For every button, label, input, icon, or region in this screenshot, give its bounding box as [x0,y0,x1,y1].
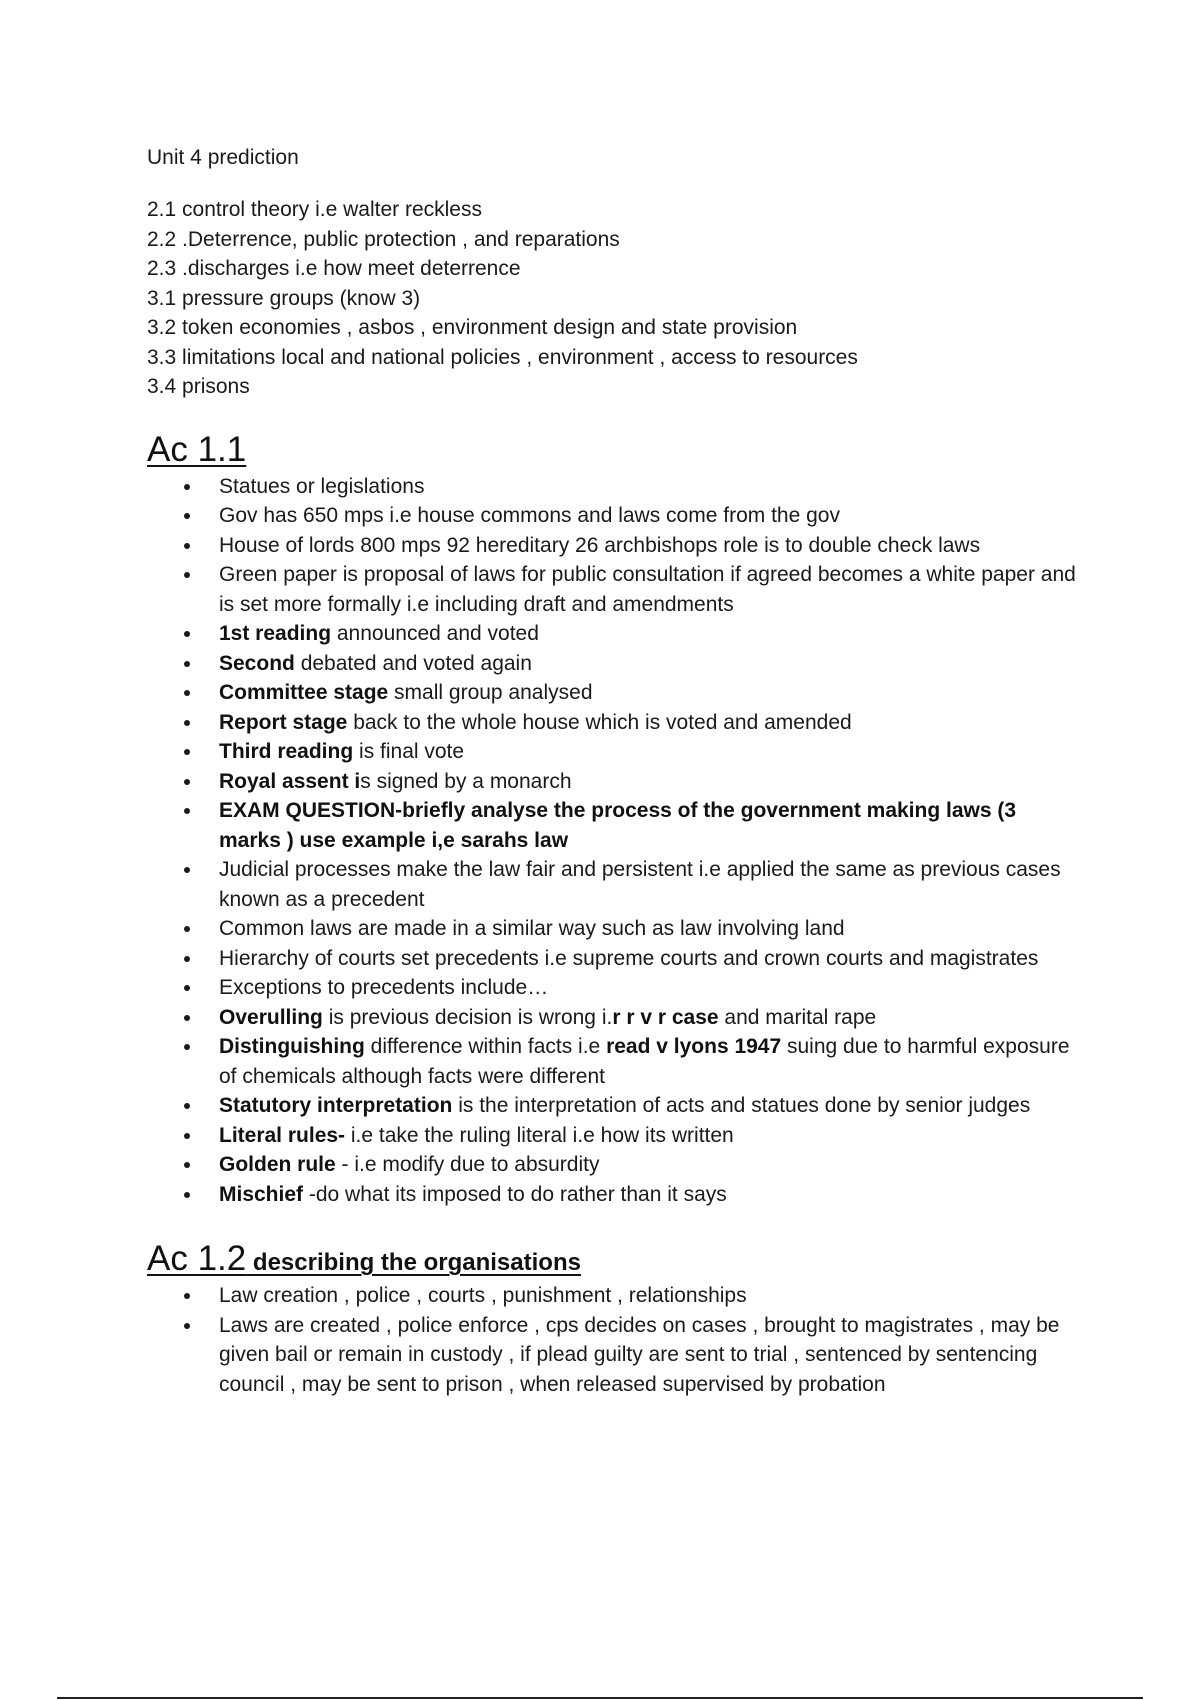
item-text: small group analysed [388,681,593,704]
list-item [219,1150,1077,1180]
prediction-item: 2.2 .Deterrence, public protection , and reparations [147,227,620,251]
document-title: Unit 4 prediction [147,146,299,169]
prediction-item: 3.1 pressure groups (know 3) [147,286,421,310]
list-item [219,1180,1077,1210]
list-item [219,560,1077,619]
item-text: Exceptions to precedents include… [219,976,549,999]
item-text: difference within facts i.e [364,1035,607,1058]
list-item [219,855,1077,914]
bold-term: Report stage [219,710,348,734]
prediction-item: 3.3 limitations local and national policies , environment , access to resources [147,345,858,369]
item-text: Hierarchy of courts set precedents i.e supreme courts and crown courts and magistrates [219,946,1039,970]
item-text: Green paper is proposal of laws for public consultation if agreed becomes a white paper and is set more formally i.e including draft and amendments [219,563,1076,616]
list-item [219,914,1077,944]
item-text: Gov has 650 mps i.e house commons and laws come from the gov [219,504,840,527]
bold-term: Golden rule [219,1153,336,1176]
item-text: Judicial processes make the law fair and persistent i.e applied the same as previous cases known as a precedent [219,858,1061,911]
prediction-item: 2.3 .discharges i.e how meet deterrence [147,257,521,280]
prediction-list [147,195,1077,402]
section-heading-ac12 [147,1237,1077,1281]
list-item [219,678,1077,708]
list-item [219,1032,1077,1091]
item-text: suing due to harmful exposure of chemicals although facts were different [219,1035,1070,1088]
list-item [219,737,1077,767]
list-item [219,501,1077,531]
item-text: back to the whole house which is voted and amended [347,710,852,734]
bold-term: r r v r case [612,1005,719,1029]
section-heading-text: Ac 1.2 [147,1239,247,1278]
item-text: and marital rape [718,1005,877,1029]
item-text: -do what its imposed to do rather than it says [303,1182,727,1206]
bold-term: Royal assent i [219,769,361,793]
list-item [219,1091,1077,1121]
item-text: announced and voted [331,622,539,645]
list-item [219,619,1077,649]
document-page [147,143,1077,1399]
list-item [219,796,1077,855]
list-item [219,472,1077,502]
list-item [219,649,1077,679]
bold-term: 1st reading [219,622,332,645]
item-text: is the interpretation of acts and statues done by senior judges [452,1094,1031,1117]
bold-term: Second [219,651,295,675]
prediction-item: 3.4 prisons [147,375,250,398]
item-text: debated and voted again [294,651,532,675]
section-heading-subtitle: describing the organisations [246,1249,581,1276]
bold-term: Literal rules- [219,1123,346,1147]
item-text: Statues or legislations [219,474,425,498]
list-item [219,708,1077,738]
item-text: is final vote [353,740,465,763]
item-text: is previous decision is wrong i. [322,1005,613,1029]
bold-term: Overulling [219,1005,323,1029]
ac11-bullet-list [147,472,1077,1210]
list-item [219,1003,1077,1033]
list-item: Law creation , police , courts , punishment , relationships [219,1281,1077,1311]
item-text: Common laws are made in a similar way such as law involving land [219,917,845,940]
list-item [219,531,1077,561]
page-bottom-rule [57,1697,1143,1699]
list-item [219,767,1077,797]
bold-term: Committee stage [219,681,389,704]
bold-term: EXAM QUESTION-briefly analyse the process of the government making laws (3 marks ) use example i,e sarahs law [219,799,1017,852]
section-heading-text: Ac 1.1 [147,429,247,469]
bold-term: Third reading [219,740,354,763]
bold-term: Mischief [219,1182,304,1206]
list-item [219,944,1077,974]
list-item [219,973,1077,1003]
item-text: - i.e modify due to absurdity [335,1153,600,1176]
bold-term: Distinguishing [219,1035,365,1058]
bold-term: Statutory interpretation [219,1094,453,1117]
list-item: Laws are created , police enforce , cps decides on cases , brought to magistrates , may be given bail or remain in custody , if plead guilty are sent to trial , sentenced by sentencing council , may be sent to prison , when released supervised by probation [219,1311,1077,1400]
ac12-bullet-list [147,1281,1077,1399]
item-text: s signed by a monarch [360,769,572,793]
item-text: House of lords 800 mps 92 hereditary 26 archbishops role is to double check laws [219,533,981,557]
list-item [219,1121,1077,1151]
item-text: i.e take the ruling literal i.e how its written [345,1123,734,1147]
prediction-item: 2.1 control theory i.e walter reckless [147,198,482,221]
section-heading-ac11 [147,428,1077,472]
prediction-item: 3.2 token economies , asbos , environment design and state provision [147,316,798,339]
bold-term: read v lyons 1947 [606,1035,782,1058]
